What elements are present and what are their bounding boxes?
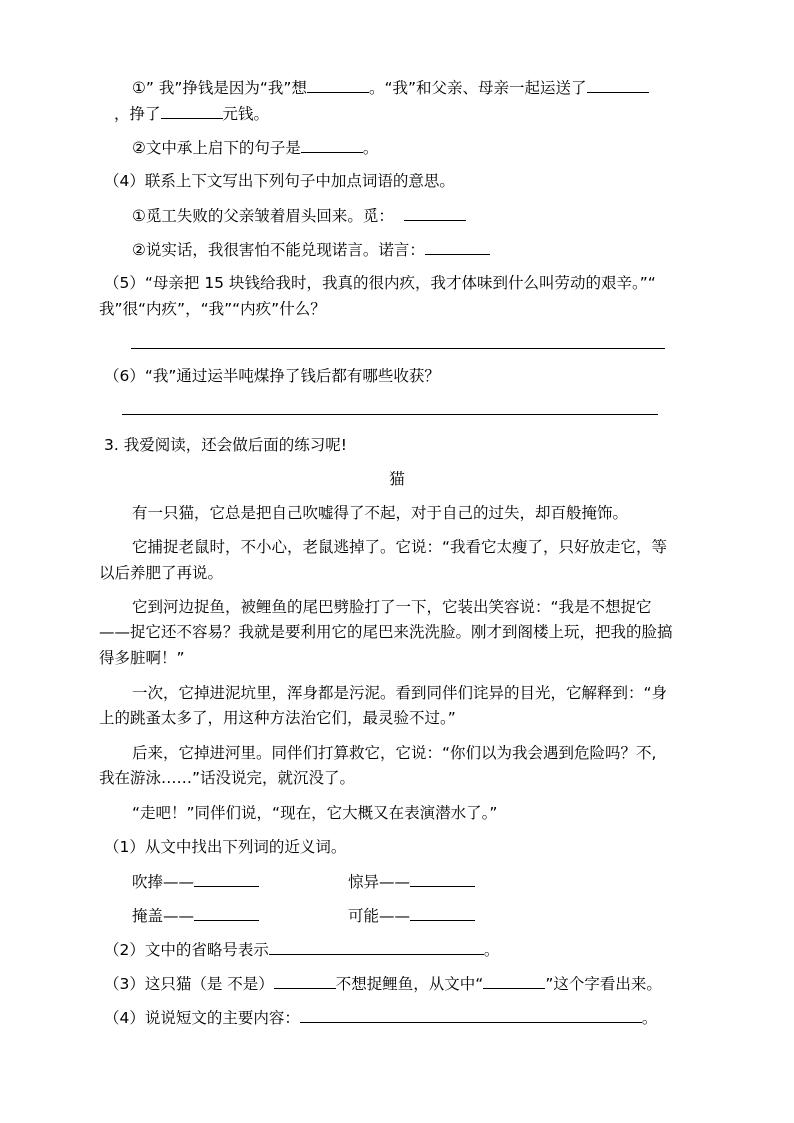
q3-item2-text-b: 。 [483, 941, 500, 959]
q2-item3-sub1-line1 [132, 77, 649, 98]
answer-blank[interactable] [425, 239, 490, 255]
q2-item6-prompt: （6）“我”通过运半吨煤挣了钱后都有哪些收获？ [104, 367, 440, 385]
q3-item3-text-a: （3）这只猫（是 不是） [104, 975, 274, 993]
synonym-word: 掩盖—— [132, 907, 195, 925]
q2-item3-sub1-text-b: 。“我”和父亲、母亲一起运送了 [368, 79, 587, 97]
answer-blank[interactable] [301, 137, 363, 153]
synonym-item-1 [132, 871, 259, 892]
synonym-item-4 [348, 905, 475, 926]
passage-p1-line1: 有一只猫，它总是把自己吹嘘得了不起，对于自己的过失，却百般掩饰。 [132, 504, 629, 522]
q2-item3-sub1-text-d: 元钱。 [222, 105, 270, 123]
answer-blank[interactable] [587, 77, 649, 93]
q2-item3-sub2-text-b: 。 [362, 139, 379, 157]
q3-item4 [104, 1007, 657, 1028]
q2-item4-sub2-text: ②说实话，我很害怕不能兑现诺言。诺言： [132, 241, 425, 259]
answer-line[interactable] [131, 348, 665, 349]
q2-item4-sub1-text: ①觅工失败的父亲皱着眉头回来。觅： [132, 207, 394, 225]
answer-blank[interactable] [483, 973, 545, 989]
answer-blank[interactable] [269, 939, 484, 955]
passage-p4-line1: 一次，它掉进泥坑里，浑身都是污泥。看到同伴们诧异的目光，它解释到：“身 [132, 684, 668, 702]
q3-item4-text-b: 。 [641, 1009, 658, 1027]
q3-item3-text-c: ”这个字看出来。 [545, 975, 662, 993]
q3-item2 [104, 939, 499, 960]
q2-item3-sub2-text-a: ②文中承上启下的句子是 [132, 139, 301, 157]
q3-item4-text-a: （4）说说短文的主要内容： [104, 1009, 300, 1027]
q2-item4-sub2 [132, 239, 490, 260]
q2-item3-sub1-line2 [114, 103, 269, 124]
synonym-word: 惊异—— [348, 873, 411, 891]
passage-p6-line1: “走吧！”同伴们说，“现在，它大概又在表演潜水了。” [132, 804, 498, 822]
answer-blank[interactable] [410, 905, 475, 921]
answer-blank[interactable] [161, 103, 223, 119]
q3-item3 [104, 973, 662, 994]
synonym-word: 可能—— [348, 907, 411, 925]
passage-p3-line3: 得多脏啊！” [99, 649, 185, 667]
synonym-item-3 [132, 905, 259, 926]
passage-title: 猫 [389, 470, 405, 488]
answer-line[interactable] [122, 414, 658, 415]
passage-p4-line2: 上的跳蚤太多了，用这种方法治它们，最灵验不过。” [99, 709, 456, 727]
q2-item4-sub1 [132, 205, 466, 226]
q3-item3-text-b: 不想捉鲤鱼，从文中“ [335, 975, 484, 993]
answer-blank[interactable] [274, 973, 336, 989]
synonym-item-2 [348, 871, 475, 892]
q2-item5-line2: 我”很“内疚”，“我”“内疚”什么？ [99, 300, 326, 318]
q3-item2-text-a: （2）文中的省略号表示 [104, 941, 269, 959]
answer-blank[interactable] [300, 1007, 642, 1023]
passage-p2-line2: 以后养肥了再说。 [99, 564, 224, 582]
q3-heading: 3. 我爱阅读，还会做后面的练习呢! [104, 436, 347, 454]
passage-p3-line2: ——捉它还不容易？我就是要利用它的尾巴来洗洗脸。刚才到阁楼上玩，把我的脸搞 [99, 623, 673, 641]
answer-blank[interactable] [194, 905, 259, 921]
q2-item5-line1: （5）“母亲把 15 块钱给我时，我真的很内疚，我才体味到什么叫劳动的艰辛。”“ [104, 274, 656, 292]
q3-item1-prompt: （1）从文中找出下列词的近义词。 [104, 838, 347, 856]
synonym-word: 吹捧—— [132, 873, 195, 891]
answer-blank[interactable] [404, 205, 466, 221]
answer-blank[interactable] [307, 77, 369, 93]
answer-blank[interactable] [194, 871, 259, 887]
passage-p5-line1: 后来，它掉进河里。同伴们打算救它，它说：“你们以为我会遇到危险吗？不, [132, 744, 657, 762]
q2-item3-sub2 [132, 137, 378, 158]
q2-item3-sub1-text-a: ①” 我”挣钱是因为“我”想 [132, 79, 307, 97]
passage-p2-line1: 它捕捉老鼠时，不小心，老鼠逃掉了。它说：“我看它太瘦了，只好放走它，等 [132, 538, 668, 556]
passage-p5-line2: 我在游泳……”话没说完，就沉没了。 [99, 769, 356, 787]
q2-item3-sub1-text-c: ，挣了 [114, 105, 161, 123]
q2-item4-prompt: （4）联系上下文写出下列句子中加点词语的意思。 [104, 172, 455, 190]
answer-blank[interactable] [410, 871, 475, 887]
passage-p3-line1: 它到河边捉鱼，被鲤鱼的尾巴劈脸打了一下，它装出笑容说：“我是不想捉它 [132, 598, 652, 616]
